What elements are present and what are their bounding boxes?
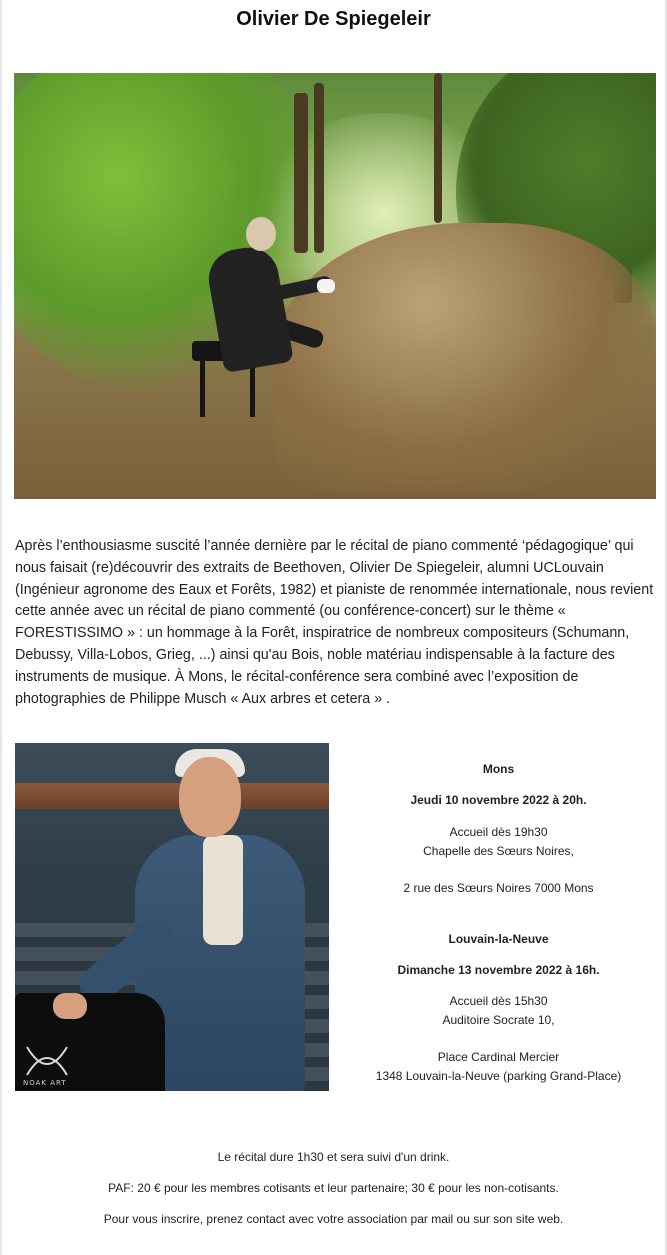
hand [53,993,87,1019]
page-border-left [0,0,2,1255]
event-address-mons: 2 rue des Sœurs Noires 7000 Mons [403,881,594,895]
stage-rail [15,783,329,809]
intro-paragraph: Après l’enthousiasme suscité l’année dernière par le récital de piano commenté ‘pédagogique’ qui nous faisait (re)découvrir des extraits de Beethoven, Olivier De Spiegeleir, alumni UCLouvain (Ingénieur agronome des Eaux et Forêts, 1982) et pianiste de renommée internationale, nous revient cette année avec un récital de piano commenté (ou conférence-concert) sur le thème « FORESTISSIMO » : un hommage à la Forêt, inspiratrice de nombreux compositeurs (Schumann, Debussy, Villa-Lobos, Grieg, ...) ainsi qu'au Bois, noble matériau indispensable à la facture des instruments de musique. À Mons, le récital-conférence sera combiné avec l’exposition de photographies de Philippe Musch « Aux arbres et cetera » . [15,538,654,707]
footer-register: Pour vous inscrire, prenez contact avec votre association par mail ou sur son site web. [103,1212,564,1226]
pianist-head [246,217,276,251]
event-date-lln: Dimanche 13 novembre 2022 à 16h. [397,963,600,977]
white-glove [317,279,335,293]
event-venue-lln: Auditoire Socrate 10, [442,1013,555,1027]
portrait-photo [15,743,329,1091]
face [179,757,241,837]
tree-trunk [314,83,324,253]
stool-leg [200,359,205,417]
tree-trunk [434,73,442,223]
footer-fee: PAF: 20 € pour les membres cotisants et leur partenaire; 30 € pour les non-cotisants. [108,1181,559,1195]
event-date-mons: Jeudi 10 novembre 2022 à 20h. [410,793,587,807]
forest-pianist-photo [14,73,656,499]
event-reception-lln: Accueil dès 15h30 [449,994,548,1008]
photographer-logo-text: NOAK ART [23,1079,67,1087]
event-address-lln-line1: Place Cardinal Mercier [437,1050,560,1064]
footer-duration: Le récital dure 1h30 et sera suivi d'un drink. [217,1150,450,1164]
forest-path [274,223,654,493]
shirt [203,835,243,945]
event-venue-mons: Chapelle des Sœurs Noires, [423,844,574,858]
event-reception-mons: Accueil dès 19h30 [449,825,548,839]
event-city-mons: Mons [482,762,515,776]
tree-trunk [294,93,308,253]
event-address-lln-line2: 1348 Louvain-la-Neuve (parking Grand-Place) [375,1069,622,1083]
page-title: Olivier De Spiegeleir [236,8,431,30]
event-city-lln: Louvain-la-Neuve [448,932,549,946]
photographer-logo-icon [23,1041,71,1081]
